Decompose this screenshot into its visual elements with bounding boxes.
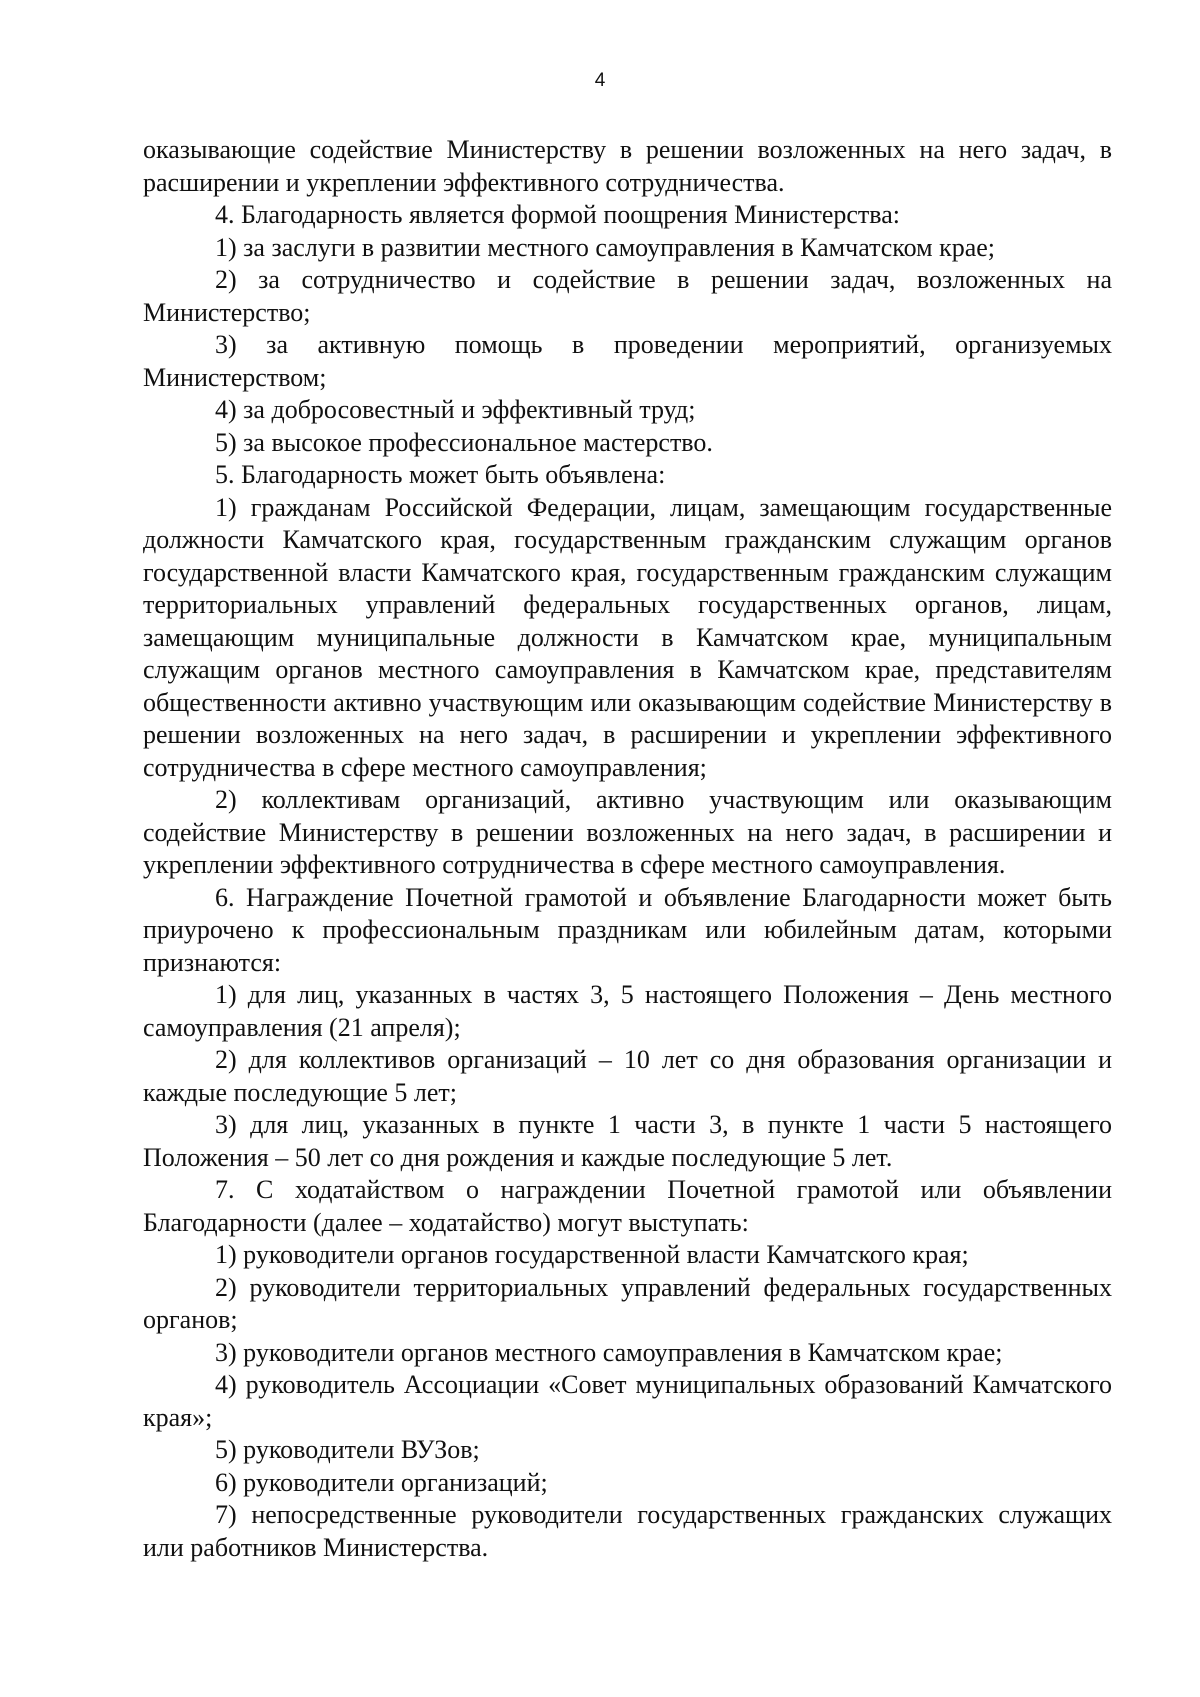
- paragraph-section-7: 7. С ходатайством о награждении Почетной грамотой или объявлении Благодарности (далее – ходатайство) могут выступать:: [143, 1175, 1112, 1237]
- paragraph-item: 1) гражданам Российской Федерации, лицам, замещающим государственные должности Камчатского края, государственным гражданским служащим органов государственной власти Камчатского края, государственным гражданским служащим территориальных управлений федеральных государственных органов, лицам, замещающим муниципальные должности в Камчатском крае, муниципальным служащим органов местного самоуправления в Камчатском крае, представителям общественности активно участвующим или оказывающим содействие Министерству в решении возложенных на него задач, в расширении и укреплении эффективного сотрудничества в сфере местного самоуправления;: [143, 492, 1112, 782]
- paragraph-item: 2) для коллективов организаций – 10 лет со дня образования организации и каждые последующие 5 лет;: [143, 1045, 1112, 1107]
- paragraph-item: 1) за заслуги в развитии местного самоуправления в Камчатском крае;: [215, 232, 995, 262]
- paragraph-item: 5) за высокое профессиональное мастерство.: [215, 427, 713, 457]
- paragraph-item: 4) руководитель Ассоциации «Совет муниципальных образований Камчатского края»;: [143, 1370, 1112, 1432]
- paragraph-item: 3) за активную помощь в проведении мероприятий, организуемых Министерством;: [143, 330, 1112, 392]
- paragraph-item: 2) коллективам организаций, активно участвующим или оказывающим содействие Министерству в решении возложенных на него задач, в расширении и укреплении эффективного сотрудничества в сфере местного самоуправления.: [143, 785, 1112, 879]
- paragraph-continuation: оказывающие содействие Министерству в решении возложенных на него задач, в расширении и укреплении эффективного сотрудничества.: [143, 135, 1112, 197]
- page-number: 4: [594, 70, 606, 91]
- paragraph-section-6: 6. Награждение Почетной грамотой и объявление Благодарности может быть приурочено к профессиональным праздникам или юбилейным датам, которыми признаются:: [143, 882, 1112, 977]
- paragraph-item: 5) руководители ВУЗов;: [215, 1435, 480, 1464]
- paragraph-item: 1) руководители органов государственной власти Камчатского края;: [215, 1240, 969, 1269]
- paragraph-section-5: 5. Благодарность может быть объявлена:: [215, 460, 666, 489]
- document-body: [143, 134, 1112, 1564]
- paragraph-item: 2) руководители территориальных управлений федеральных государственных органов;: [143, 1272, 1112, 1334]
- paragraph-item: 7) непосредственные руководители государственных гражданских служащих или работников Министерства.: [143, 1500, 1112, 1562]
- paragraph-section-4: 4. Благодарность является формой поощрения Министерства:: [215, 200, 900, 229]
- paragraph-item: 3) руководители органов местного самоуправления в Камчатском крае;: [215, 1337, 1003, 1367]
- paragraph-item: 2) за сотрудничество и содействие в решении задач, возложенных на Министерство;: [143, 265, 1112, 327]
- paragraph-item: 1) для лиц, указанных в частях 3, 5 настоящего Положения – День местного самоуправления (21 апреля);: [143, 980, 1112, 1042]
- paragraph-item: 6) руководители организаций;: [215, 1467, 548, 1497]
- paragraph-item: 3) для лиц, указанных в пункте 1 части 3, в пункте 1 части 5 настоящего Положения – 50 лет со дня рождения и каждые последующие 5 лет.: [143, 1110, 1112, 1172]
- paragraph-item: 4) за добросовестный и эффективный труд;: [215, 395, 696, 424]
